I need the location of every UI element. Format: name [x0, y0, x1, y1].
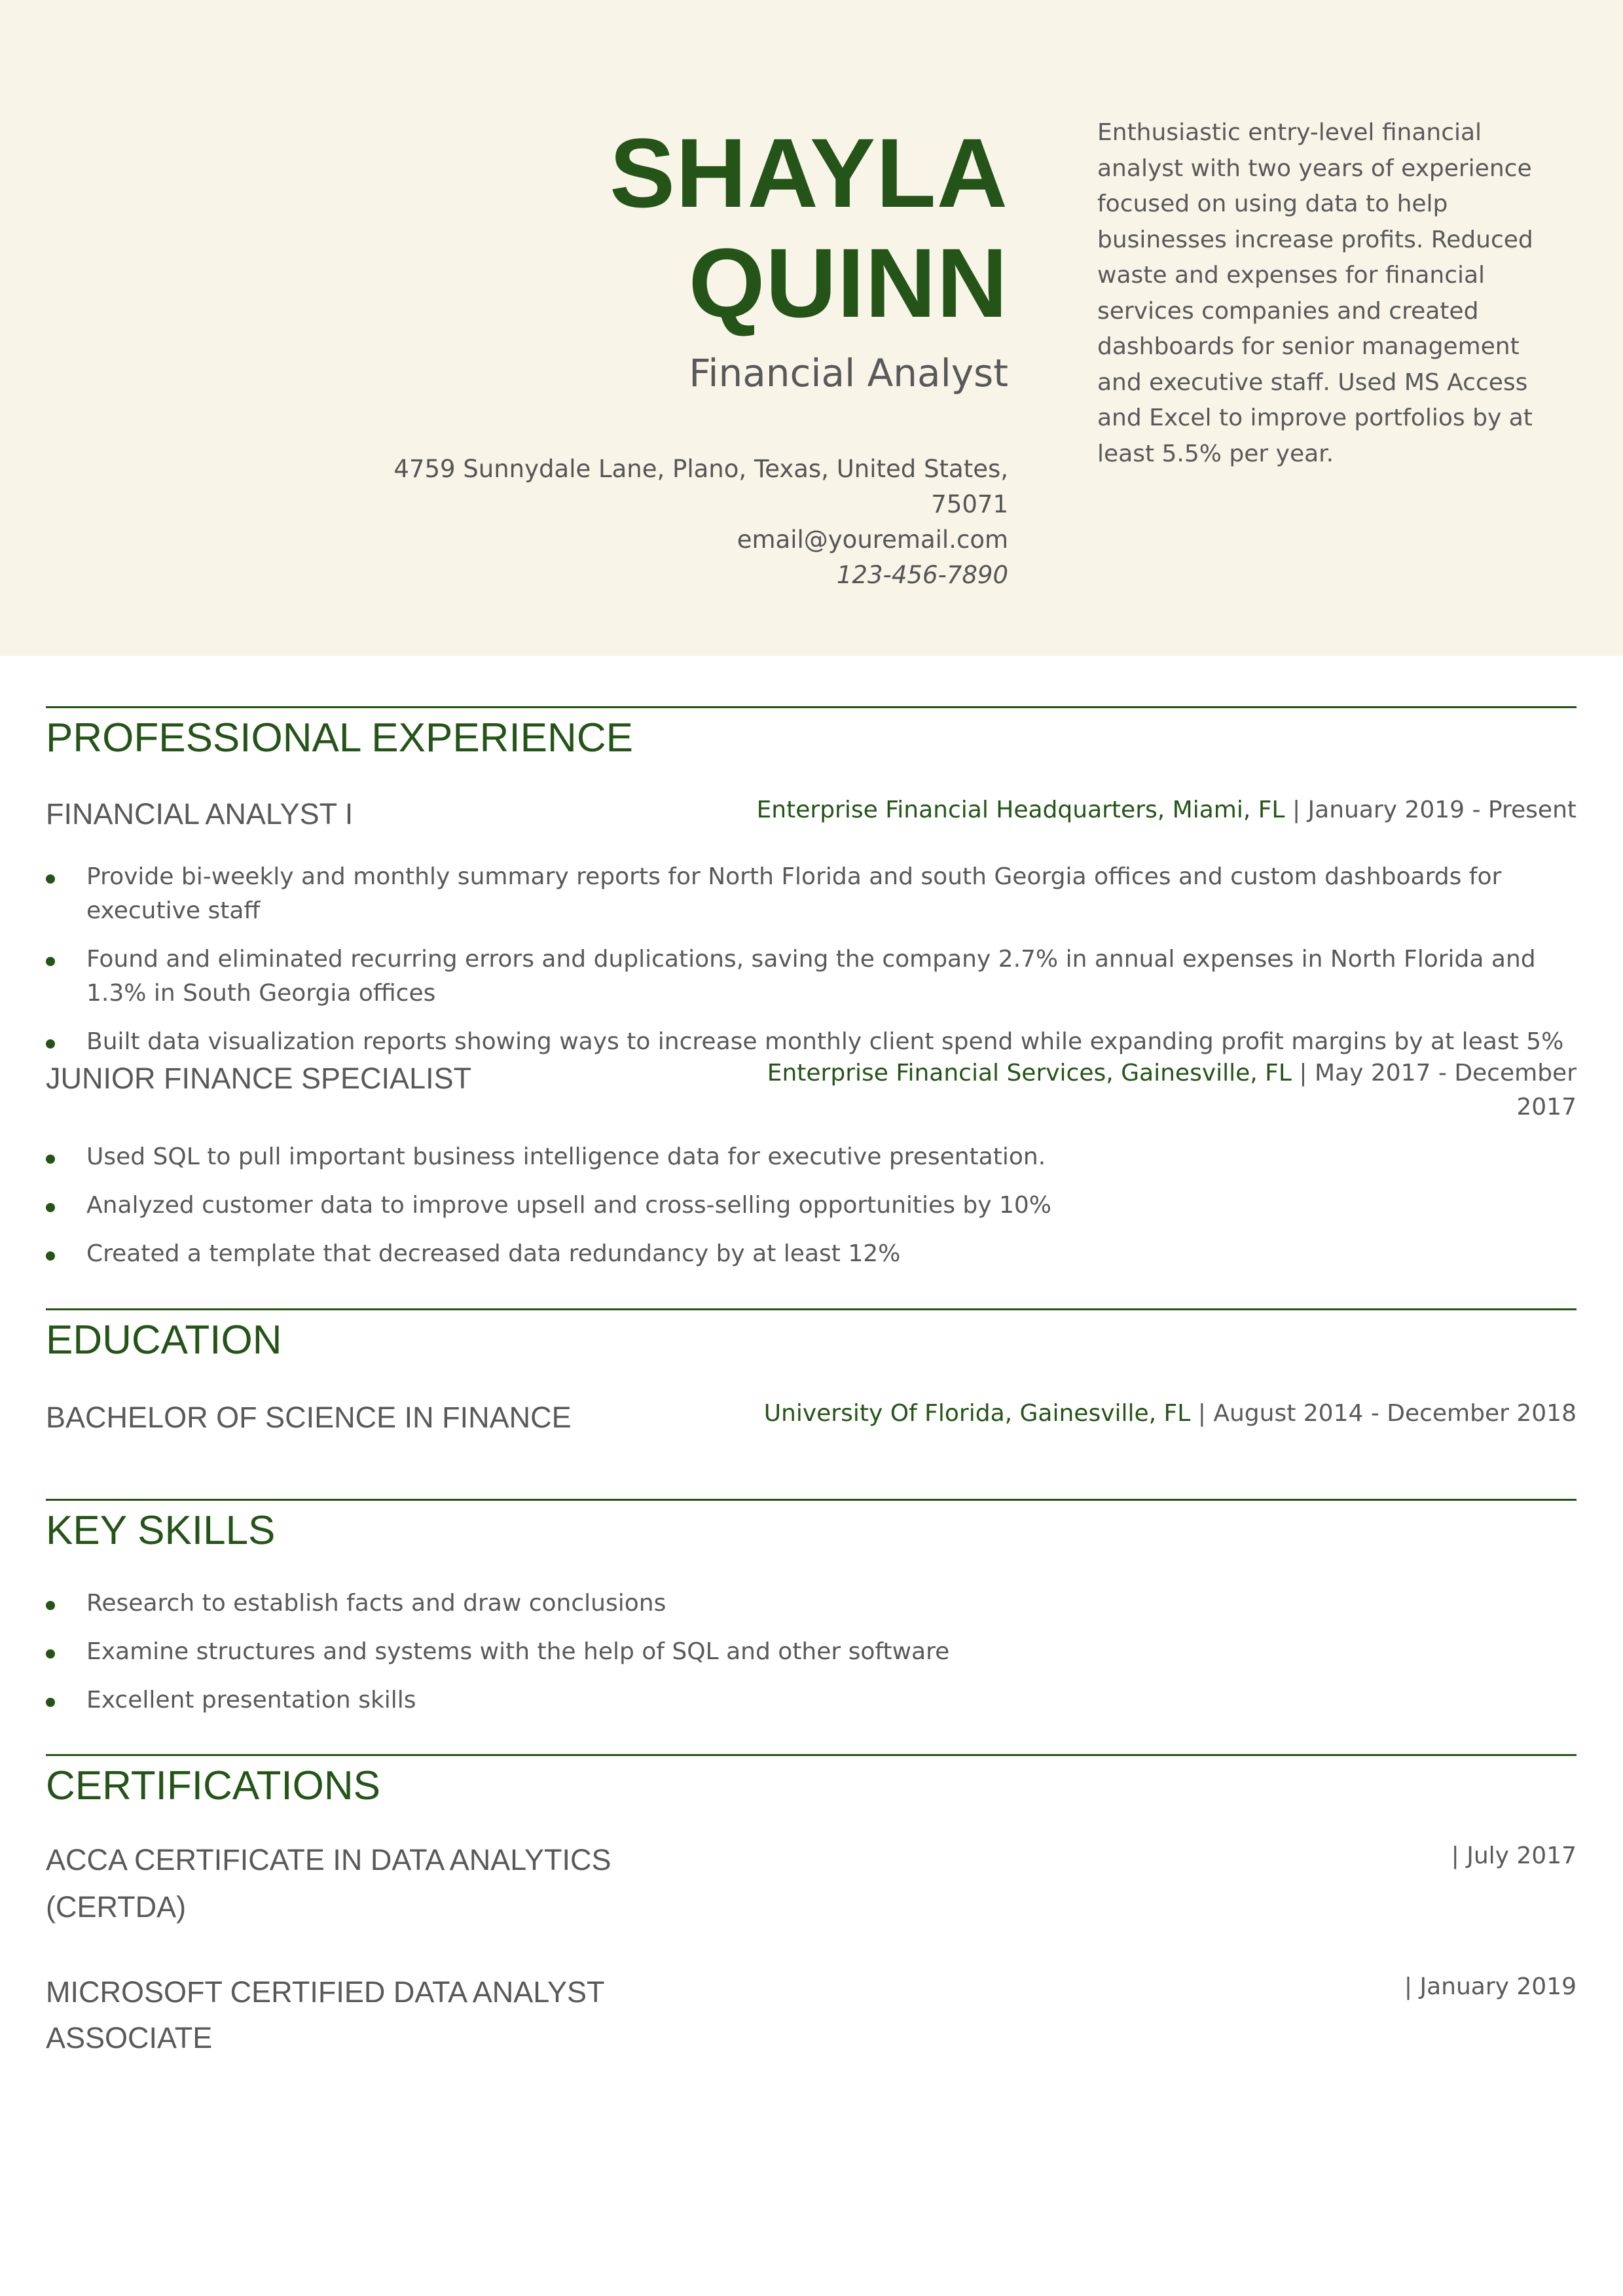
address-line1: 4759 Sunnydale Lane, Plano, Texas, United States, — [393, 455, 1008, 483]
job-1-dates: | January 2019 - Present — [1285, 797, 1577, 823]
list-item: Used SQL to pull important business intelligence data for executive presentation. — [46, 1140, 1578, 1174]
section-divider — [46, 1308, 1577, 1310]
phone[interactable]: 123-456-7890 — [836, 561, 1008, 589]
job-1-org: Enterprise Financial Headquarters, Miami, FL — [756, 797, 1285, 823]
cert-2-line2: ASSOCIATE — [46, 2021, 213, 2054]
job-1-title: FINANCIAL ANALYST I — [46, 797, 354, 831]
list-item: Created a template that decreased data redundancy by at least 12% — [46, 1237, 1578, 1271]
section-divider — [46, 706, 1577, 708]
address-line2: 75071 — [931, 490, 1008, 518]
job-title: Financial Analyst — [689, 351, 1008, 395]
list-item: Provide bi-weekly and monthly summary reports for North Florida and south Georgia offices and custom dashboards for executive staff — [46, 860, 1578, 928]
cert-2-line1: MICROSOFT CERTIFIED DATA ANALYST — [46, 1975, 605, 2009]
job-1-meta — [757, 793, 1577, 827]
cert-1-line2: (CERTDA) — [46, 1890, 187, 1924]
certifications-heading: CERTIFICATIONS — [46, 1763, 380, 1808]
cert-1-date: | July 2017 — [1451, 1842, 1577, 1869]
header-banner — [0, 0, 1623, 656]
list-item: Analyzed customer data to improve upsell and cross-selling opportunities by 10% — [46, 1189, 1578, 1223]
job-2-dates: | May 2017 - December — [1291, 1060, 1577, 1086]
education-meta — [764, 1397, 1577, 1431]
skills-heading: KEY SKILLS — [46, 1508, 276, 1553]
job-2-bullets — [46, 1140, 1578, 1285]
cert-2-date: | January 2019 — [1404, 1973, 1577, 2000]
job-2-dates-cont: 2017 — [1516, 1094, 1577, 1121]
cert-1-line1: ACCA CERTIFICATE IN DATA ANALYTICS — [46, 1843, 611, 1876]
first-name: SHAYLA — [610, 118, 1008, 228]
list-item: Examine structures and systems with the help of SQL and other software — [46, 1635, 1578, 1669]
last-name: QUINN — [688, 228, 1008, 338]
section-divider — [46, 1754, 1577, 1756]
list-item: Built data visualization reports showing ways to increase monthly client spend while expanding profit margins by at least 5% — [46, 1025, 1578, 1059]
education-dates: | August 2014 - December 2018 — [1190, 1400, 1577, 1427]
list-item: Found and eliminated recurring errors and duplications, saving the company 2.7% in annual expenses in North Florida and 1.3% in South Georgia offices — [46, 942, 1578, 1011]
degree-title: BACHELOR OF SCIENCE IN FINANCE — [46, 1401, 572, 1434]
job-2-title: JUNIOR FINANCE SPECIALIST — [46, 1062, 472, 1095]
email[interactable]: email@youremail.com — [737, 526, 1008, 554]
education-heading: EDUCATION — [46, 1318, 282, 1363]
job-2-meta — [767, 1056, 1577, 1124]
job-1-bullets — [46, 860, 1578, 1073]
experience-heading: PROFESSIONAL EXPERIENCE — [46, 715, 633, 761]
list-item: Excellent presentation skills — [46, 1683, 1578, 1717]
list-item: Research to establish facts and draw conclusions — [46, 1587, 1578, 1621]
education-org: University Of Florida, Gainesville, FL — [763, 1400, 1191, 1427]
skills-list — [46, 1587, 1578, 1732]
section-divider — [46, 1499, 1577, 1501]
summary: Enthusiastic entry-level financial analyst with two years of experience focused on using data to help businesses increase profits. Reduced waste and expenses for financial services companies and created dashboards for senior management and executive staff. Used MS Access and Excel to improve portfolios by at least 5.5% per year. — [1097, 119, 1533, 467]
job-2-org: Enterprise Financial Services, Gainesville, FL — [767, 1060, 1292, 1086]
